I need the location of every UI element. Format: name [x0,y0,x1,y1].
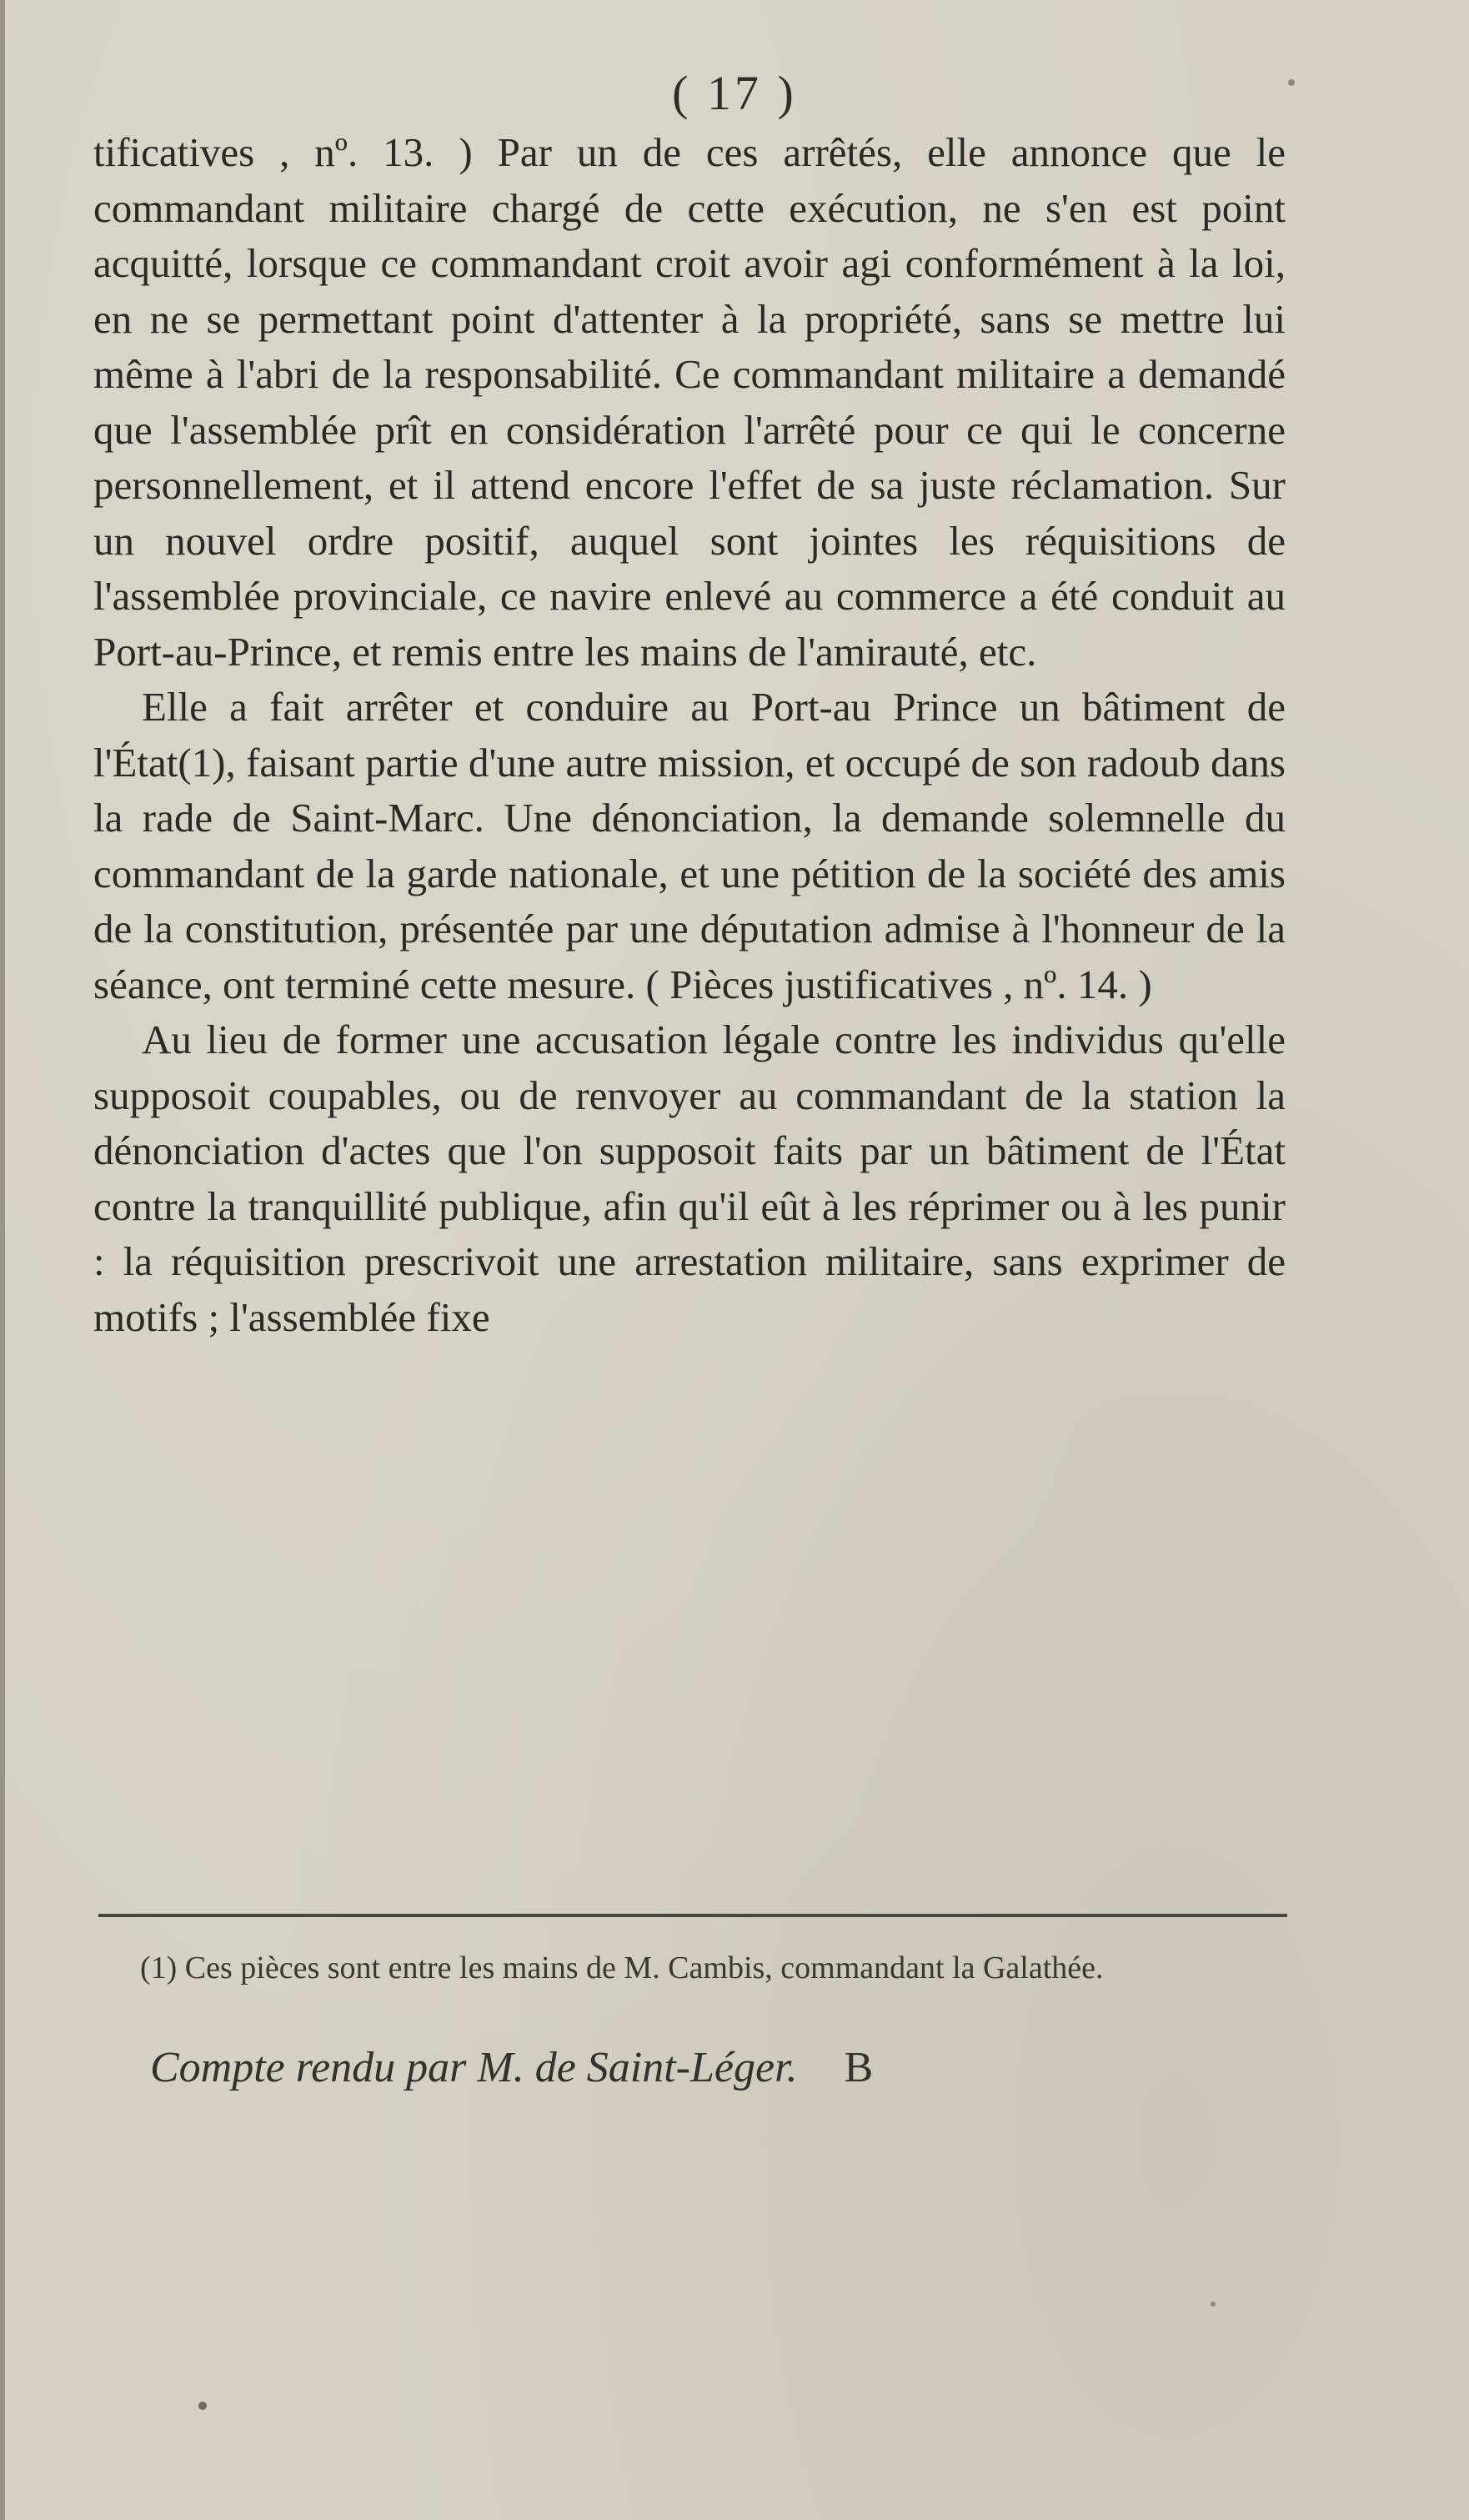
signature-text: Compte rendu par M. de Saint-Léger. [150,2044,798,2091]
signature-mark: B [844,2044,874,2091]
page-edge [0,0,5,2520]
signature-line [150,2043,1234,2092]
ink-speck [1211,2302,1216,2307]
page-number: ( 17 ) [672,66,797,120]
paragraph-2: Elle a fait arrêter et conduire au Port-au Prince un bâtiment de l'État(1), faisant partie d'une autre mission, et occupé de son radoub dans la rade de Saint-Marc. Une dénonciation, la demande solemnelle du commandant de la garde nationale, et une pétition de la société des amis de la constitution, présentée par une députation admise à l'honneur de la séance, ont terminé cette mesure. ( Pièces justificatives , nº. 14. ) [93,684,1286,1007]
ink-speck [198,2402,207,2410]
footnote-divider [98,1914,1287,1917]
footnote: (1) Ces pièces sont entre les mains de M. Cambis, commandant la Galathée. [140,1950,1104,1985]
paragraph-1: tificatives , nº. 13. ) Par un de ces arrêtés, elle annonce que le commandant militaire chargé de cette exécution, ne s'en est point acquitté, lorsque ce commandant croit avoir agi conformément à la loi, en ne se permettant point d'attenter à la propriété, sans se mettre lui même à l'abri de la responsabilité. Ce commandant militaire a demandé que l'assemblée prît en considération l'arrêté pour ce qui le concerne personnellement, et il attend encore l'effet de sa juste réclamation. Sur un nouvel ordre positif, auquel sont jointes les réquisitions de l'assemblée provinciale, ce navire enlevé au commerce a été conduit au Port-au-Prince, et remis entre les mains de l'amirauté, etc. [93,129,1286,675]
ink-speck [1288,79,1295,86]
paragraph-3: Au lieu de former une accusation légale contre les individus qu'elle supposoit coupables, ou de renvoyer au commandant de la station la dénonciation d'actes que l'on supposoit faits par un bâtiment de l'État contre la tranquillité publique, afin qu'il eût à les réprimer ou à les punir : la réquisition prescrivoit une arrestation militaire, sans exprimer de motifs ; l'assemblée fixe [93,1017,1286,1340]
body-text [93,125,1286,1345]
